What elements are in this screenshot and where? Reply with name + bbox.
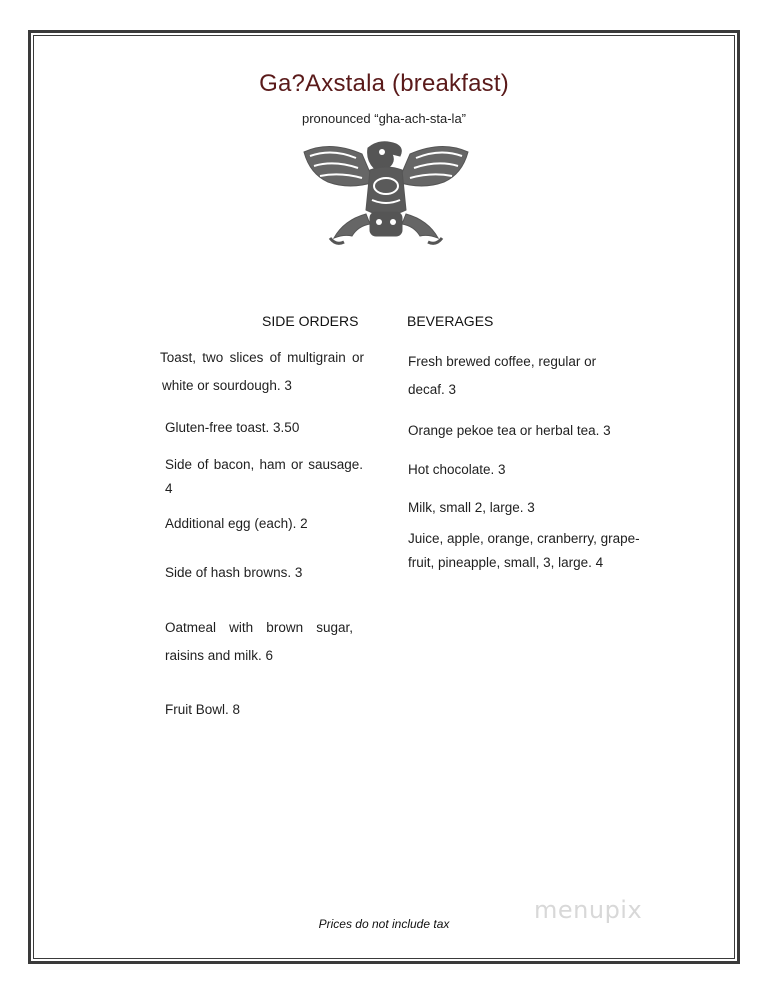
side-item-fruit-bowl: Fruit Bowl. 8 [165, 702, 241, 717]
side-item-meat: Side of bacon, ham or sausage. 4 [165, 457, 363, 496]
side-item-hash-browns: Side of hash browns. 3 [165, 565, 303, 580]
watermark-logo: menupix [534, 896, 643, 924]
side-item-egg: Additional egg (each). 2 [165, 516, 308, 531]
menu-title: Ga?Axstala (breakfast) [259, 70, 509, 97]
beverages-heading: BEVERAGES [407, 313, 494, 329]
thunderbird-icon [300, 138, 472, 250]
side-item-toast: Toast, two slices of multigrain or white or sourdough. 3 [160, 350, 364, 393]
side-orders-heading: SIDE ORDERS [262, 313, 359, 329]
beverage-item-coffee: Fresh brewed coffee, regular or decaf. 3 [408, 354, 597, 397]
side-item-oatmeal: Oatmeal with brown sugar, raisins and milk. 6 [165, 620, 353, 663]
side-item-gluten-free-toast: Gluten-free toast. 3.50 [165, 420, 300, 435]
beverage-item-tea: Orange pekoe tea or herbal tea. 3 [408, 423, 611, 438]
beverage-item-hot-chocolate: Hot chocolate. 3 [408, 462, 506, 477]
tax-note: Prices do not include tax [318, 917, 450, 931]
beverage-item-juice: Juice, apple, orange, cranberry, grape-fruit, pineapple, small, 3, large. 4 [408, 531, 640, 570]
beverage-item-milk: Milk, small 2, large. 3 [408, 500, 535, 515]
menu-subtitle: pronounced “gha-ach-sta-la” [301, 111, 467, 126]
